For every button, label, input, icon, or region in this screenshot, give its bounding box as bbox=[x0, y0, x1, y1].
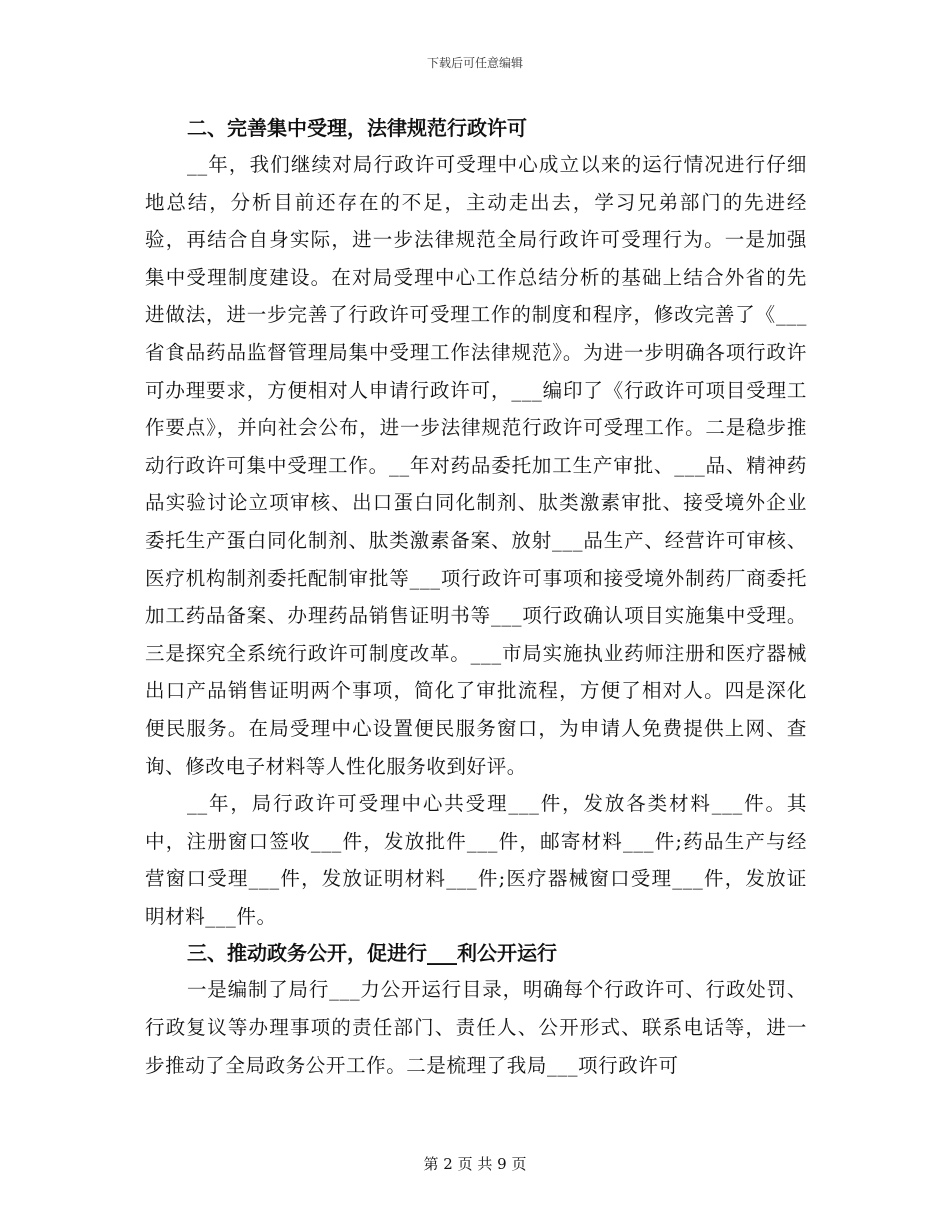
section-2-paragraph-1: __年，我们继续对局行政许可受理中心成立以来的运行情况进行仔细地总结，分析目前还存在的不足，主动走出去，学习兄弟部门的先进经验，再结合自身实际，进一步法律规范全局行政许可受理行为。一是加强集中受理制度建设。在对局受理中心工作总结分析的基础上结合外省的先进做法，进一步完善了行政许可受理工作的制度和程序，修改完善了《___省食品药品监督管理局集中受理工作法律规范》。为进一步明确各项行政许可办理要求，方便相对人申请行政许可，___编印了《行政许可项目受理工作要点》，并向社会公布，进一步法律规范行政许可受理工作。二是稳步推动行政许可集中受理工作。__年对药品委托加工生产审批、___品、精神药品实验讨论立项审核、出口蛋白同化制剂、肽类激素审批、接受境外企业委托生产蛋白同化制剂、肽类激素备案、放射___品生产、经营许可审核、医疗机构制剂委托配制审批等___项行政许可事项和接受境外制药厂商委托加工药品备案、办理药品销售证明书等___项行政确认项目实施集中受理。三是探究全系统行政许可制度改革。___市局实施执业药师注册和医疗器械出口产品销售证明两个事项，简化了审批流程，方便了相对人。四是深化便民服务。在局受理中心设置便民服务窗口，为申请人免费提供上网、查询、修改电子材料等人性化服务收到好评。 bbox=[145, 153, 807, 778]
header-note: 下载后可任意编辑 bbox=[426, 56, 523, 70]
section-heading-2: 二、完善集中受理，法律规范行政许可 bbox=[187, 116, 527, 140]
section-heading-3: 三、推动政务公开，促进行___利公开运行 bbox=[187, 941, 557, 966]
section-3-paragraph-1: 一是编制了局行___力公开运行目录，明确每个行政许可、行政处罚、行政复议等办理事项的责任部门、责任人、公开形式、联系电话等，进一步推动了全局政务公开工作。二是梳理了我局___项行政许可 bbox=[145, 978, 807, 1077]
document-body bbox=[145, 110, 807, 1084]
page-number-footer: 第 2 页 共 9 页 bbox=[423, 1155, 527, 1173]
section-2-paragraph-2: __年，局行政许可受理中心共受理___件，发放各类材料___件。其中，注册窗口签收___件，发放批件___件，邮寄材料___件;药品生产与经营窗口受理___件，发放证明材料___件;医疗器械窗口受理___件，发放证明材料___件。 bbox=[145, 792, 807, 928]
